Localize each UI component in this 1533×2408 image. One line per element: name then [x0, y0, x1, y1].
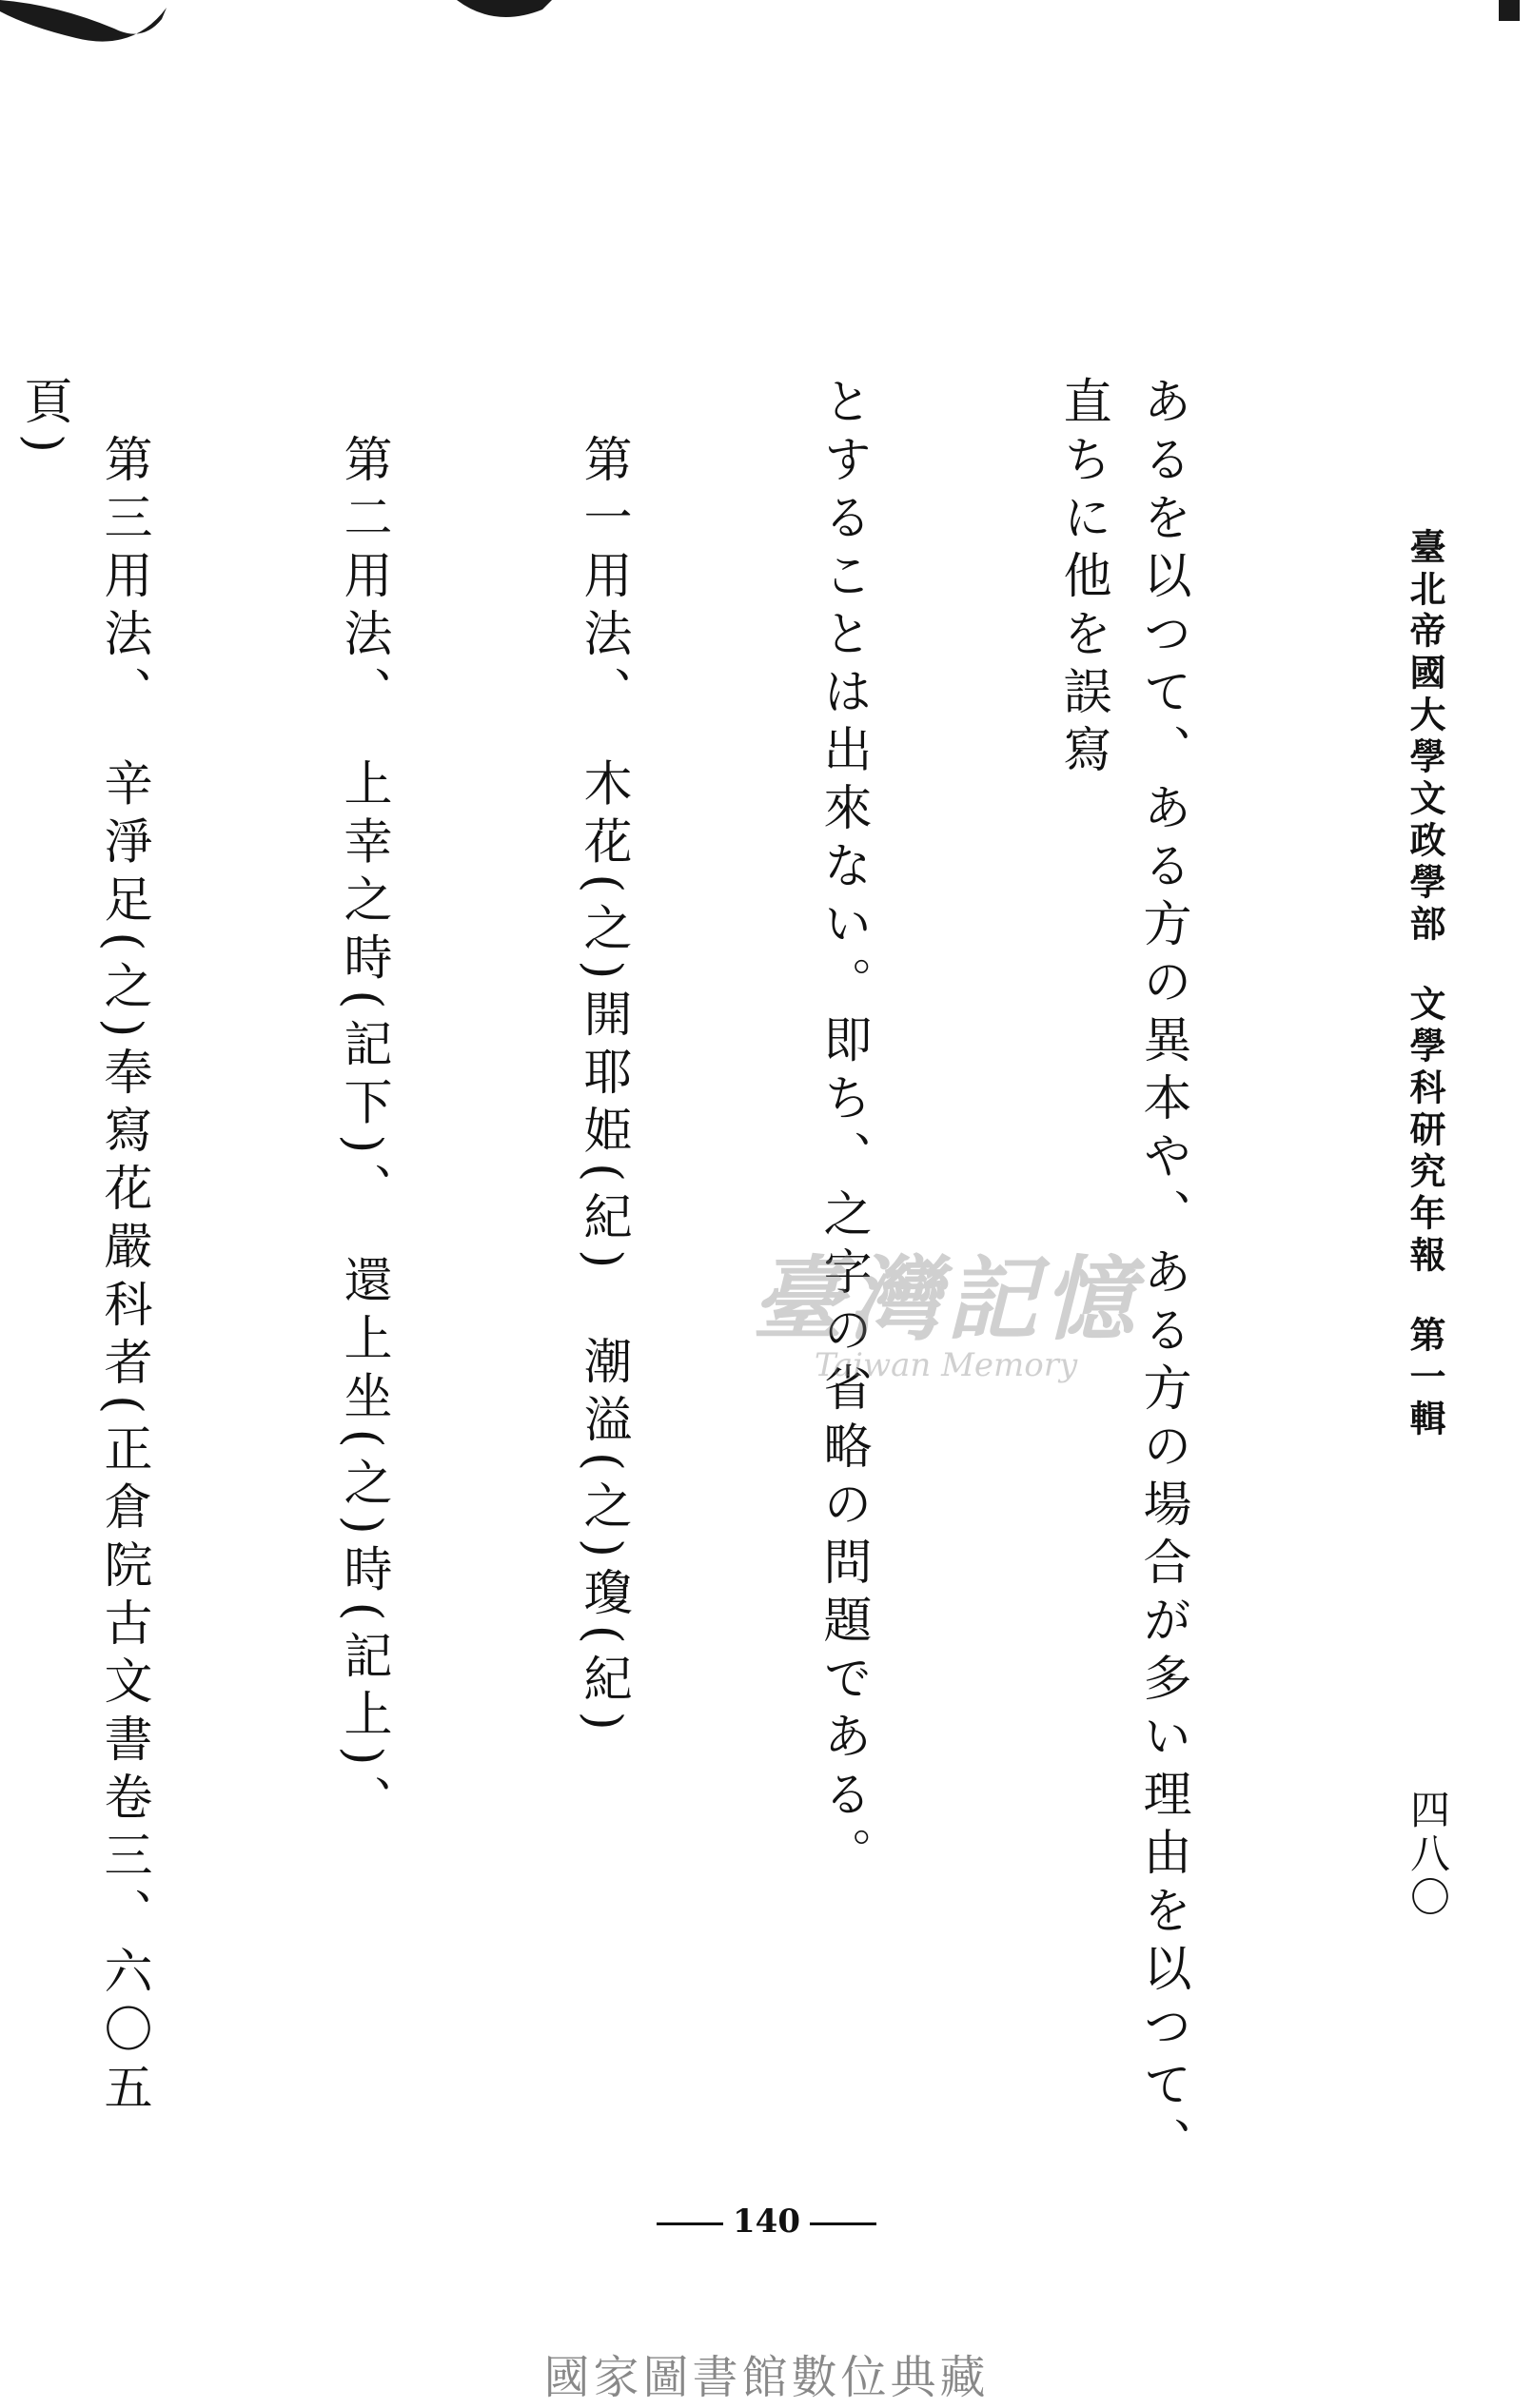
- running-header: [1399, 528, 1451, 1670]
- watermark: [752, 1227, 1140, 1384]
- library-credit: 國家圖書館數位典藏: [543, 2351, 990, 2404]
- scan-smudge-center: [457, 0, 571, 38]
- body-line: あるを以つて、ある方の異本や、ある方の場合が多い理由を以つて、直ちに他を誤寫: [1054, 376, 1190, 2175]
- footer-dash-right: [810, 2222, 876, 2225]
- body-line: 第三用法、 辛淨足(之)奉寫花嚴科者(正倉院古文書卷三、六〇五頁): [15, 376, 151, 2121]
- header-institution: 臺北帝國大學文政學部: [1404, 528, 1446, 947]
- footer-dash-left: [657, 2222, 723, 2225]
- scan-smudge-right: [1499, 0, 1527, 27]
- header-series: 文學科研究年報: [1404, 985, 1446, 1278]
- page-number: 140: [733, 2202, 800, 2241]
- body-line: とすることは出來ない。即ち、之字の省略の問題である。: [815, 376, 871, 1885]
- scan-smudge-left: [0, 0, 190, 57]
- page-number-footer: [0, 2202, 1533, 2241]
- body-line: 第二用法、 上幸之時(記下)、 還上坐(之)時(記上)、: [335, 376, 391, 1833]
- watermark-chinese: 臺灣記憶: [752, 1245, 1140, 1353]
- page-number-kanji: 四八〇: [1405, 1789, 1451, 1920]
- watermark-english: Taiwan Memory: [814, 1346, 1078, 1384]
- body-line: 第一用法、 木花(之)開耶姫(紀) 潮溢(之)瓊(紀): [575, 376, 631, 1740]
- header-volume: 第一輯: [1404, 1316, 1446, 1441]
